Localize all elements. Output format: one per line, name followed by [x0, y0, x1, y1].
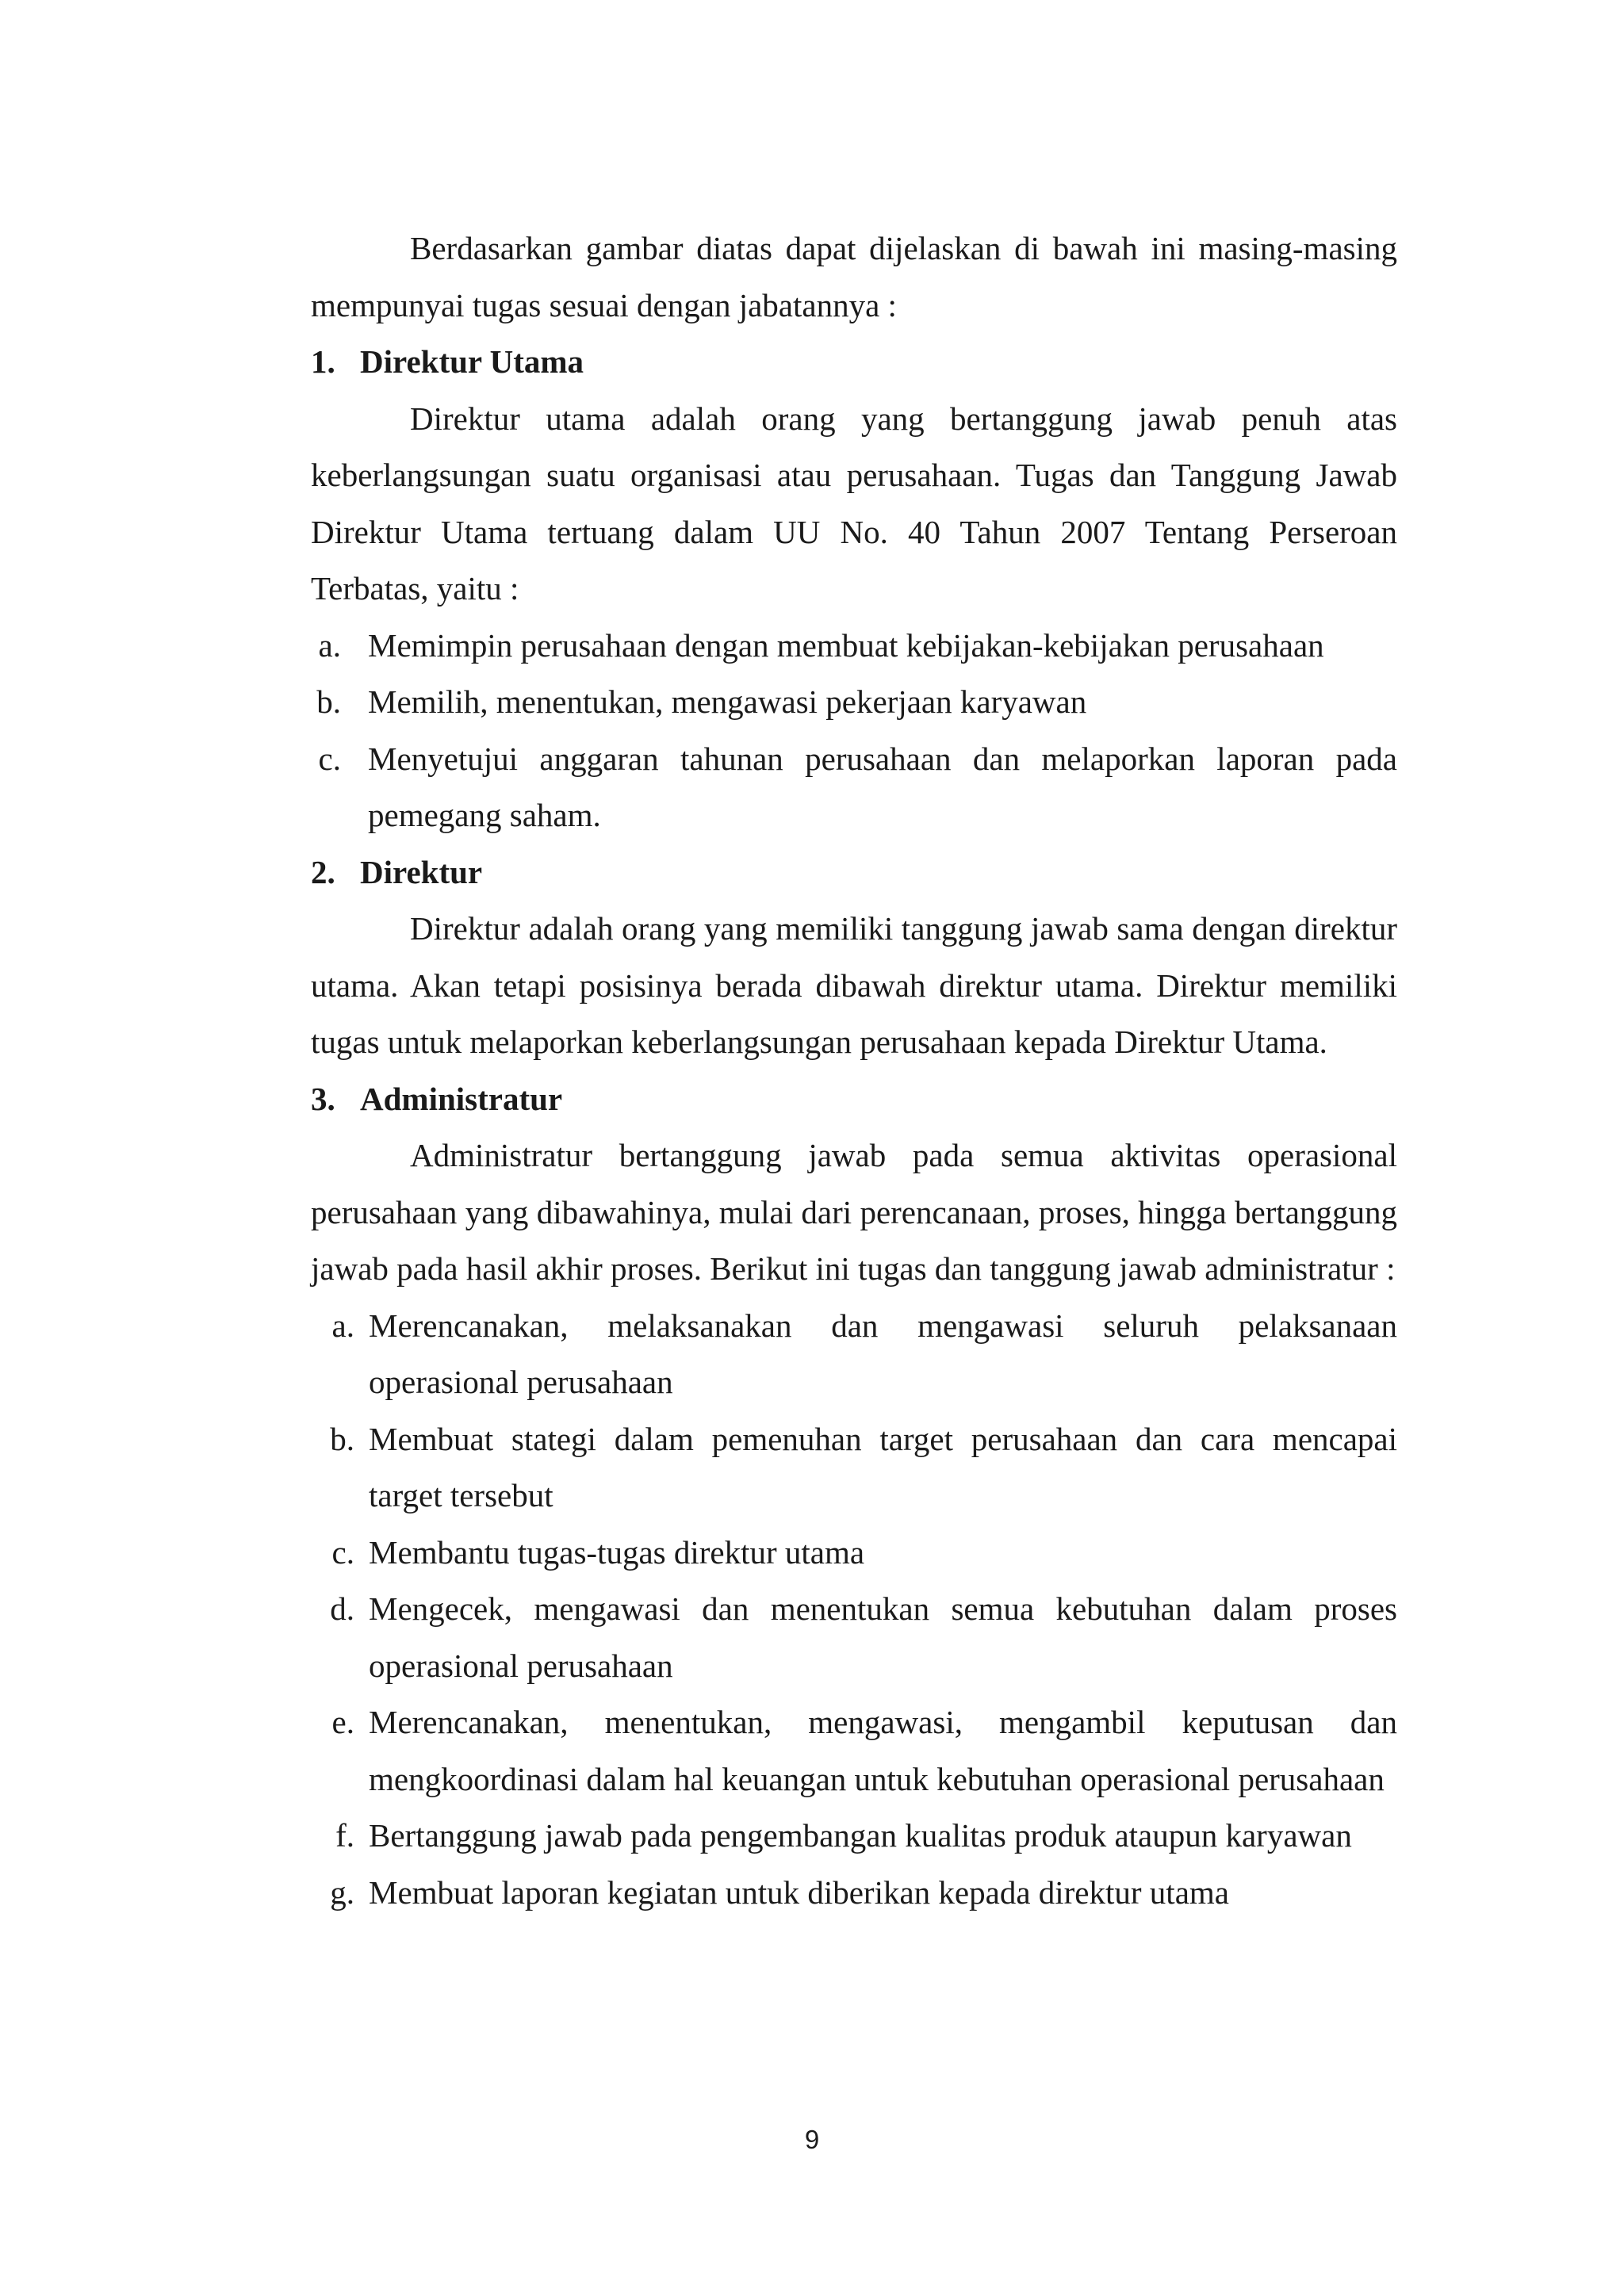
list-item	[311, 618, 1397, 675]
section-paragraph: Administratur bertanggung jawab pada semua aktivitas operasional perusahaan yang dibawahinya, mulai dari perencanaan, proses, hingga bertanggung jawab pada hasil akhir proses. Berikut ini tugas dan tanggung jawab administratur :	[311, 1137, 1397, 1287]
list-marker: f.	[335, 1817, 354, 1854]
list-item-text: Memilih, menentukan, mengawasi pekerjaan karyawan	[368, 683, 1087, 720]
document-page	[311, 220, 1397, 1921]
section-title: Direktur Utama	[360, 343, 584, 380]
list-item	[311, 1298, 1397, 1411]
list-item-text: Membuat laporan kegiatan untuk diberikan kepada direktur utama	[369, 1873, 1229, 1911]
page-number: 9	[804, 2125, 820, 2154]
section-number: 3.	[311, 1080, 335, 1117]
list-item-text: Bertanggung jawab pada pengembangan kualitas produk ataupun karyawan	[369, 1817, 1352, 1854]
list-marker: b.	[316, 683, 341, 720]
section-heading	[311, 844, 1397, 901]
section-title: Direktur	[360, 853, 483, 890]
section-direktur	[311, 844, 1397, 1071]
section-heading	[311, 1071, 1397, 1128]
list-marker: a.	[331, 1307, 354, 1344]
section-number: 1.	[311, 343, 335, 380]
list-marker: e.	[331, 1704, 354, 1740]
list-marker: d.	[330, 1590, 354, 1627]
list-item	[311, 674, 1397, 731]
list-item	[311, 1525, 1397, 1582]
list-item	[311, 731, 1397, 844]
list-item-text: Mengecek, mengawasi dan menentukan semua kebutuhan dalam proses operasional perusahaan	[369, 1590, 1397, 1684]
section-number: 2.	[311, 853, 335, 890]
section-paragraph: Direktur utama adalah orang yang bertanggung jawab penuh atas keberlangsungan suatu organisasi atau perusahaan. Tugas dan Tanggung Jawab Direktur Utama tertuang dalam UU No. 40 Tahun 2007 Tentang Perseroan Terbatas, yaitu :	[311, 400, 1397, 607]
section-administratur	[311, 1071, 1397, 1922]
intro-paragraph: Berdasarkan gambar diatas dapat dijelaskan di bawah ini masing-masing mempunyai tugas sesuai dengan jabatannya :	[311, 230, 1397, 323]
list-item	[311, 1694, 1397, 1808]
duties-list	[311, 618, 1397, 844]
list-marker: a.	[318, 626, 341, 664]
list-item	[311, 1411, 1397, 1525]
list-item-text: Merencanakan, melaksanakan dan mengawasi seluruh pelaksanaan operasional perusahaan	[369, 1307, 1397, 1400]
section-title: Administratur	[360, 1080, 563, 1117]
list-item-text: Menyetujui anggaran tahunan perusahaan dan melaporkan laporan pada pemegang saham.	[368, 740, 1397, 833]
list-item-text: Membuat stategi dalam pemenuhan target perusahaan dan cara mencapai target tersebut	[369, 1420, 1397, 1513]
list-item	[311, 1808, 1397, 1865]
list-marker: c.	[318, 740, 341, 777]
list-item	[311, 1581, 1397, 1694]
list-marker: b.	[330, 1420, 354, 1457]
list-item-text: Memimpin perusahaan dengan membuat kebijakan-kebijakan perusahaan	[368, 626, 1324, 664]
section-direktur-utama	[311, 334, 1397, 844]
list-item	[311, 1865, 1397, 1922]
list-item-text: Merencanakan, menentukan, mengawasi, mengambil keputusan dan mengkoordinasi dalam hal keuangan untuk kebutuhan operasional perusahaan	[369, 1704, 1397, 1797]
list-marker: g.	[330, 1873, 354, 1911]
list-item-text: Membantu tugas-tugas direktur utama	[369, 1533, 865, 1571]
list-marker: c.	[331, 1533, 354, 1571]
section-paragraph: Direktur adalah orang yang memiliki tanggung jawab sama dengan direktur utama. Akan tetapi posisinya berada dibawah direktur utama. Direktur memiliki tugas untuk melaporkan keberlangsungan perusahaan kepada Direktur Utama.	[311, 910, 1397, 1060]
duties-list	[311, 1298, 1397, 1922]
section-heading	[311, 334, 1397, 391]
